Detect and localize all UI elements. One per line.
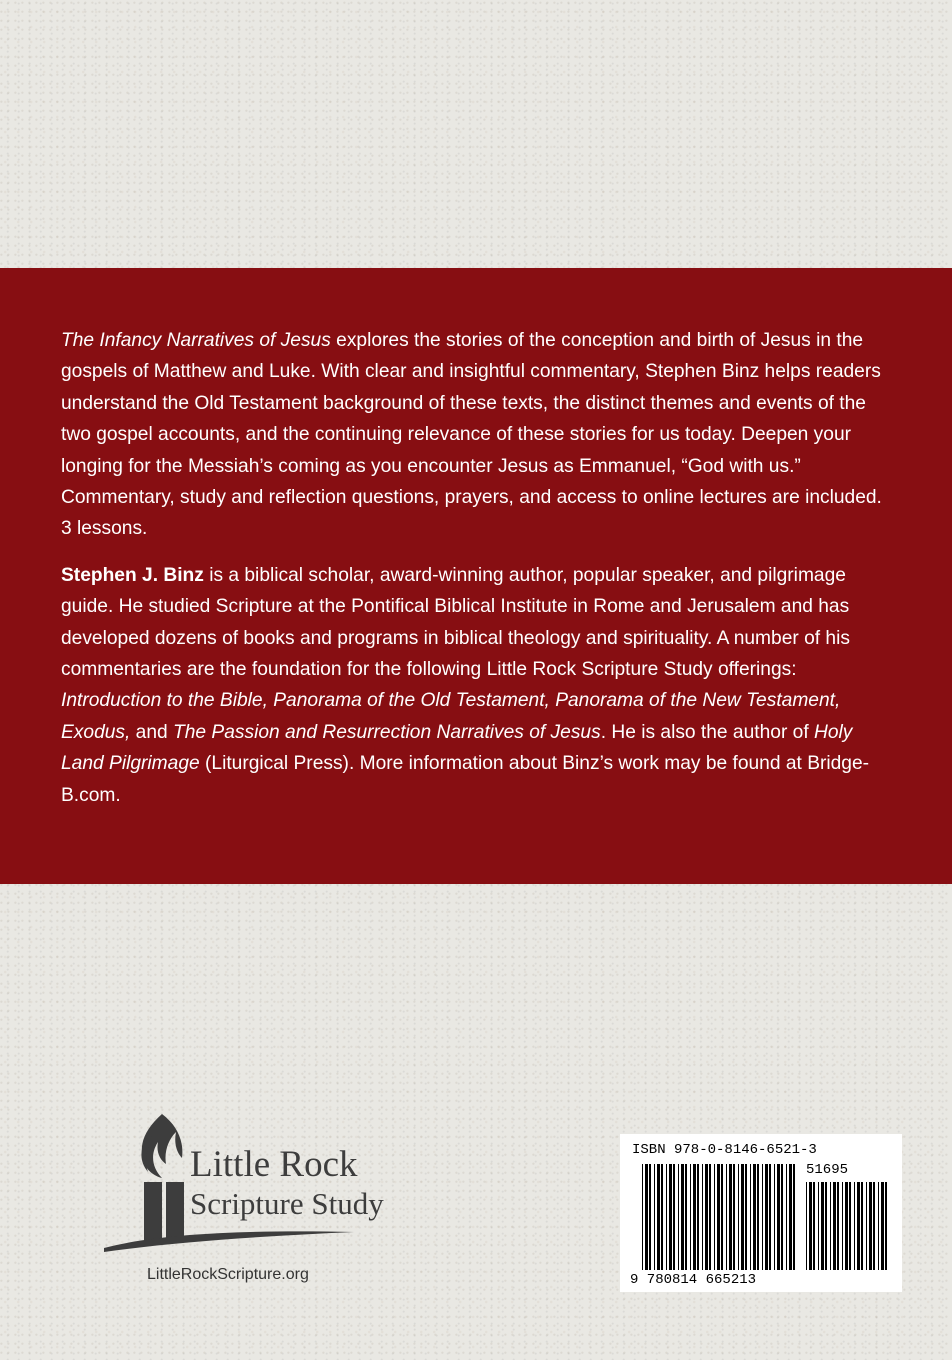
barcode-bars <box>620 1134 902 1292</box>
barcode-bar <box>861 1182 863 1270</box>
barcode-bar <box>825 1182 827 1270</box>
barcode-bar <box>762 1164 763 1270</box>
barcode-bar <box>881 1182 884 1270</box>
barcode-bar <box>654 1164 655 1270</box>
author-bio-text: is a biblical scholar, award-winning author, popular speaker, and pilgrimage guide. He studied Scripture at the Pontifical Biblical Institute in Rome and Jerusalem and has developed dozens of books and programs in biblical theology and spirituality. A number of his commentaries are the foundation for the following Little Rock Scripture Study offerings: <box>61 564 850 681</box>
barcode-bar <box>685 1164 687 1270</box>
isbn-label: ISBN 978-0-8146-6521-3 <box>632 1142 817 1158</box>
barcode-bar <box>885 1182 887 1270</box>
barcode-bar <box>786 1164 787 1270</box>
barcode-bar <box>793 1164 795 1270</box>
barcode-bar <box>666 1164 667 1270</box>
barcode-bar <box>729 1164 732 1270</box>
barcode-bar <box>673 1164 675 1270</box>
barcode-bar <box>821 1182 824 1270</box>
barcode-bar <box>777 1164 780 1270</box>
barcode-bar <box>678 1164 679 1270</box>
barcode-bar <box>697 1164 699 1270</box>
barcode-bar <box>705 1164 708 1270</box>
barcode-bar <box>669 1164 672 1270</box>
barcode-bar <box>690 1164 691 1270</box>
barcode-bar <box>869 1182 872 1270</box>
isbn-barcode <box>620 1134 902 1292</box>
barcode-bar <box>661 1164 663 1270</box>
barcode-bar <box>854 1182 855 1270</box>
author-bio-text-3: (Liturgical Press). More information about Binz’s work may be found at Bridge-B.com. <box>61 753 870 806</box>
barcode-bar <box>702 1164 703 1270</box>
barcode-bar <box>845 1182 848 1270</box>
book-description <box>61 325 896 545</box>
book-title: The Infancy Narratives of Jesus <box>61 330 331 351</box>
author-name: Stephen J. Binz <box>61 564 204 586</box>
barcode-bar <box>878 1182 879 1270</box>
barcode-bar <box>721 1164 723 1270</box>
barcode-bar <box>657 1164 660 1270</box>
barcode-bar <box>806 1182 807 1270</box>
barcode-bar <box>849 1182 851 1270</box>
barcode-bar <box>738 1164 739 1270</box>
barcode-bar <box>745 1164 747 1270</box>
author-bio <box>61 560 896 811</box>
publisher-website: LittleRockScripture.org <box>147 1266 309 1283</box>
logo-line-2: Scripture Study <box>190 1186 384 1221</box>
price-addon-label: 51695 <box>806 1162 849 1178</box>
barcode-bar <box>837 1182 839 1270</box>
barcode-bar <box>781 1164 783 1270</box>
barcode-bar <box>717 1164 720 1270</box>
barcode-bar <box>842 1182 843 1270</box>
barcode-bar <box>769 1164 771 1270</box>
barcode-bar <box>833 1182 836 1270</box>
barcode-bar <box>818 1182 819 1270</box>
related-title-passion: The Passion and Resurrection Narratives of Jesus <box>173 721 601 743</box>
barcode-bar <box>649 1164 651 1270</box>
barcode-bar <box>642 1164 643 1270</box>
barcode-bar <box>709 1164 711 1270</box>
barcode-bar <box>681 1164 684 1270</box>
ean-digits: 9 780814 665213 <box>630 1272 757 1288</box>
barcode-bar <box>757 1164 759 1270</box>
barcode-bar <box>789 1164 792 1270</box>
barcode-bar <box>830 1182 831 1270</box>
barcode-bar <box>645 1164 648 1270</box>
barcode-bar <box>774 1164 775 1270</box>
barcode-bar <box>813 1182 815 1270</box>
author-bio-conjunction: and <box>130 721 174 743</box>
author-bio-text-2: . He is also the author of <box>600 721 814 743</box>
barcode-bar <box>750 1164 751 1270</box>
barcode-bar <box>866 1182 867 1270</box>
barcode-bar <box>741 1164 744 1270</box>
barcode-bar <box>733 1164 735 1270</box>
barcode-bar <box>857 1182 860 1270</box>
barcode-bar <box>753 1164 756 1270</box>
related-title-holy-land: Holy Land Pilgrimage <box>61 721 853 775</box>
barcode-bar <box>693 1164 696 1270</box>
barcode-bar <box>809 1182 812 1270</box>
barcode-bar <box>714 1164 715 1270</box>
description-body: explores the stories of the conception and birth of Jesus in the gospels of Matthew and Luke. With clear and insightful commentary, Stephen Binz helps readers understand the Old Testament background of these texts, the distinct themes and events of the two gospel accounts, and the continuing relevance of these stories for us today. Deepen your longing for the Messiah’s coming as you encounter Jesus as Emmanuel, “God with us.” Commentary, study and reflection questions, prayers, and access to online lectures are included. 3 lessons. <box>61 330 882 540</box>
related-titles: Introduction to the Bible, Panorama of the Old Testament, Panorama of the New Testament, Exodus, <box>61 690 841 743</box>
barcode-bar <box>726 1164 727 1270</box>
barcode-bar <box>873 1182 875 1270</box>
barcode-bar <box>765 1164 768 1270</box>
publisher-logo <box>104 1112 404 1252</box>
logo-line-1: Little Rock <box>190 1144 358 1185</box>
back-cover-text <box>61 325 896 811</box>
